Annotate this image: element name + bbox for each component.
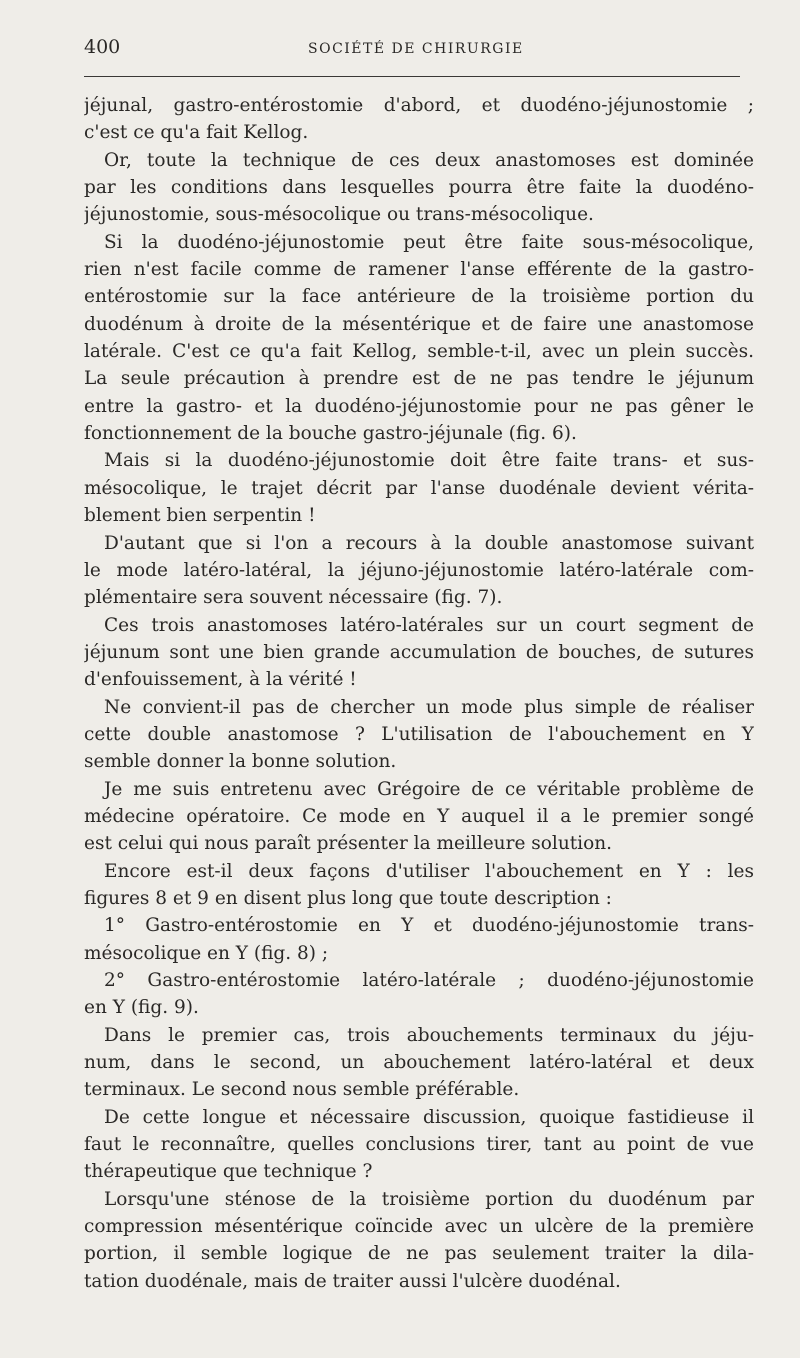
text-line: mésocolique en Y (fig. 8) ; <box>84 942 329 964</box>
text-line: portion, il semble logique de ne pas seulement traiter la dila- <box>84 1243 754 1265</box>
text-line: semble donner la bonne solution. <box>84 751 397 773</box>
text-line: 1° Gastro-entérostomie en Y et duodéno-jéjunostomie trans- <box>104 915 754 937</box>
text-line: blement bien serpentin ! <box>84 505 316 527</box>
text-line: d'enfouissement, à la vérité ! <box>84 669 357 691</box>
text-line: tation duodénale, mais de traiter aussi l'ulcère duodénal. <box>84 1270 621 1292</box>
text-line: duodénum à droite de la mésentérique et de faire une anastomose <box>84 313 754 335</box>
text-line: terminaux. Le second nous semble préférable. <box>84 1079 520 1101</box>
text-line: fonctionnement de la bouche gastro-jéjunale (fig. 6). <box>84 423 577 445</box>
text-line: figures 8 et 9 en disent plus long que toute description : <box>84 887 612 909</box>
text-line: jéjunum sont une bien grande accumulation de bouches, de sutures <box>84 641 754 663</box>
text-line: mésocolique, le trajet décrit par l'anse duodénale devient vérita- <box>84 477 754 499</box>
text-line: c'est ce qu'a fait Kellog. <box>84 122 309 144</box>
text-line: Or, toute la technique de ces deux anastomoses est dominée <box>104 149 754 171</box>
text-line: compression mésentérique coïncide avec un ulcère de la première <box>84 1216 754 1238</box>
text-line: Mais si la duodéno-jéjunostomie doit être faite trans- et sus- <box>104 450 754 472</box>
text-line: Lorsqu'une sténose de la troisième portion du duodénum par <box>104 1188 754 1210</box>
running-title: SOCIÉTÉ DE CHIRURGIE <box>308 41 524 57</box>
text-line: médecine opératoire. Ce mode en Y auquel il a le premier songé <box>84 805 754 827</box>
text-line: est celui qui nous paraît présenter la meilleure solution. <box>84 833 613 855</box>
text-line: thérapeutique que technique ? <box>84 1161 373 1183</box>
page-header <box>84 36 754 62</box>
text-line: Je me suis entretenu avec Grégoire de ce véritable problème de <box>104 778 754 800</box>
text-line: par les conditions dans lesquelles pourra être faite la duodéno- <box>84 177 754 199</box>
text-line: Ne convient-il pas de chercher un mode plus simple de réaliser <box>104 696 754 718</box>
text-line: entérostomie sur la face antérieure de la troisième portion du <box>84 286 754 308</box>
text-line: Dans le premier cas, trois abouchements terminaux du jéju- <box>104 1024 754 1046</box>
text-line: plémentaire sera souvent nécessaire (fig. 7). <box>84 587 503 609</box>
text-line: rien n'est facile comme de ramener l'anse efférente de la gastro- <box>84 259 754 281</box>
text-line: De cette longue et nécessaire discussion, quoique fastidieuse il <box>104 1106 754 1128</box>
body-text <box>84 92 754 1295</box>
text-line: jéjunostomie, sous-mésocolique ou trans-mésocolique. <box>84 204 594 226</box>
text-line: en Y (fig. 9). <box>84 997 199 1019</box>
text-line: Encore est-il deux façons d'utiliser l'abouchement en Y : les <box>104 860 754 882</box>
text-line: latérale. C'est ce qu'a fait Kellog, semble-t-il, avec un plein succès. <box>84 341 754 363</box>
text-line: cette double anastomose ? L'utilisation de l'abouchement en Y <box>84 723 754 745</box>
text-line: Si la duodéno-jéjunostomie peut être faite sous-mésocolique, <box>104 231 754 253</box>
text-line: entre la gastro- et la duodéno-jéjunostomie pour ne pas gêner le <box>84 395 754 417</box>
text-line: faut le reconnaître, quelles conclusions tirer, tant au point de vue <box>84 1134 754 1156</box>
text-line: num, dans le second, un abouchement latéro-latéral et deux <box>84 1052 754 1074</box>
text-line: le mode latéro-latéral, la jéjuno-jéjunostomie latéro-latérale com- <box>84 559 754 581</box>
text-line: jéjunal, gastro-entérostomie d'abord, et duodéno-jéjunostomie ; <box>84 95 754 116</box>
text-line: La seule précaution à prendre est de ne pas tendre le jéjunum <box>84 368 754 390</box>
text-line: Ces trois anastomoses latéro-latérales sur un court segment de <box>104 614 754 636</box>
text-line: D'autant que si l'on a recours à la double anastomose suivant <box>104 532 754 554</box>
header-rule <box>84 76 740 77</box>
page-number: 400 <box>84 36 121 58</box>
text-line: 2° Gastro-entérostomie latéro-latérale ; duodéno-jéjunostomie <box>104 970 754 991</box>
